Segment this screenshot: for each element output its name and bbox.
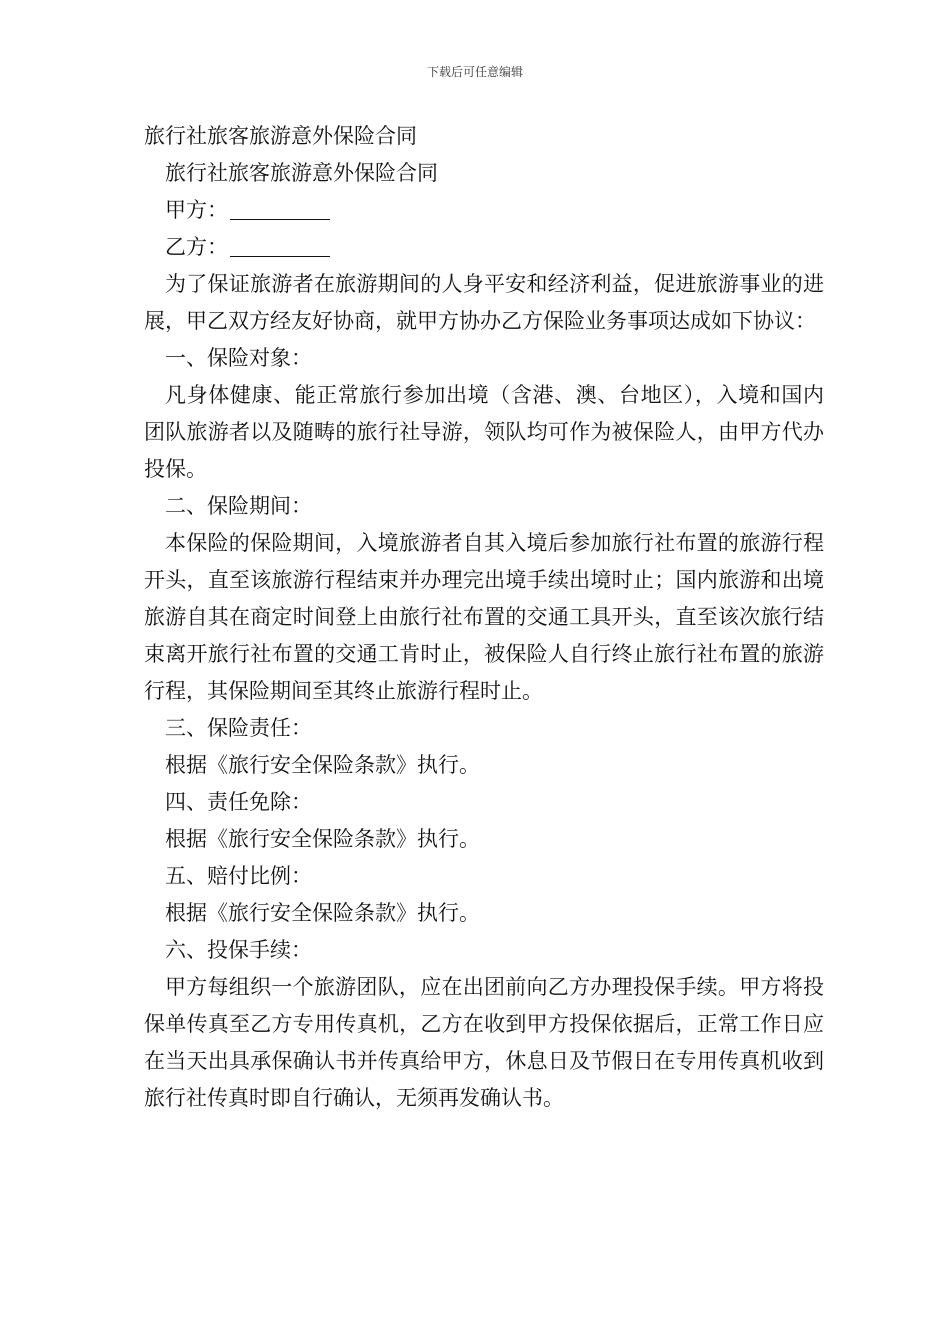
document-body xyxy=(144,118,824,1117)
section-3-body: 根据《旅行安全保险条款》执行。 xyxy=(165,753,480,777)
section-1-heading: 一、保险对象： xyxy=(165,346,312,370)
section-3-heading: 三、保险责任： xyxy=(165,716,312,740)
party-a-line xyxy=(144,192,824,229)
section-6-body: 甲方每组织一个旅游团队，应在出团前向乙方办理投保手续。甲方将投保单传真至乙方专用传真机，乙方在收到甲方投保依据后，正常工作日应在当天出具承保确认书并传真给甲方，休息日及节假日在专用传真机收到旅行社传真时即自行确认，无须再发确认书。 xyxy=(144,975,824,1110)
section-2-heading: 二、保险期间： xyxy=(165,494,312,518)
party-b-label: 乙方： xyxy=(165,235,228,259)
party-a-label: 甲方： xyxy=(165,198,228,222)
document-subtitle: 旅行社旅客旅游意外保险合同 xyxy=(165,161,438,185)
document-title: 旅行社旅客旅游意外保险合同 xyxy=(144,124,417,148)
section-1-body: 凡身体健康、能正常旅行参加出境（含港、澳、台地区），入境和国内团队旅游者以及随畴的旅行社导游，领队均可作为被保险人，由甲方代办投保。 xyxy=(144,383,824,481)
section-4-body: 根据《旅行安全保险条款》执行。 xyxy=(165,827,480,851)
party-b-blank xyxy=(230,235,330,257)
section-2-body: 本保险的保险期间，入境旅游者自其入境后参加旅行社布置的旅游行程开头，直至该旅游行程结束并办理完出境手续出境时止；国内旅游和出境旅游自其在商定时间登上由旅行社布置的交通工具开头，直至该次旅行结束离开旅行社布置的交通工肯时止，被保险人自行终止旅行社布置的旅游行程，其保险期间至其终止旅游行程时止。 xyxy=(144,531,824,703)
preamble-paragraph: 为了保证旅游者在旅游期间的人身平安和经济利益，促进旅游事业的进展，甲乙双方经友好协商，就甲方协办乙方保险业务事项达成如下协议： xyxy=(144,272,824,333)
section-4-heading: 四、责任免除： xyxy=(165,790,312,814)
page-header-note: 下载后可任意编辑 xyxy=(426,65,523,79)
party-b-line xyxy=(144,229,824,266)
party-a-blank xyxy=(230,198,330,220)
section-6-heading: 六、投保手续： xyxy=(165,938,312,962)
section-5-heading: 五、赔付比例： xyxy=(165,864,312,888)
section-5-body: 根据《旅行安全保险条款》执行。 xyxy=(165,901,480,925)
